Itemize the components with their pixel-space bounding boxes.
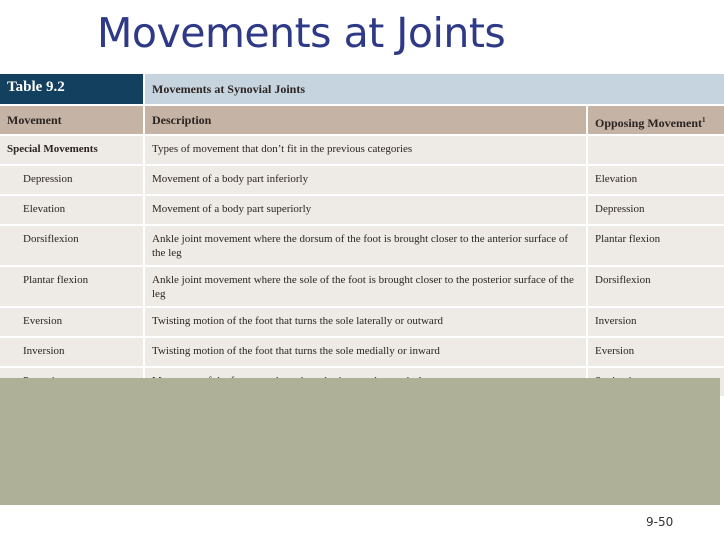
table-number: Table 9.2 bbox=[0, 74, 143, 104]
group-opposing bbox=[588, 136, 724, 164]
row-movement: Inversion bbox=[0, 338, 143, 366]
row-opposing: Eversion bbox=[588, 338, 724, 366]
slide-number: 9-50 bbox=[646, 515, 674, 529]
row-opposing: Plantar flexion bbox=[588, 226, 724, 265]
movements-table bbox=[0, 74, 720, 378]
row-movement: Dorsiflexion bbox=[0, 226, 143, 265]
row-description: Ankle joint movement where the sole of the foot is brought closer to the posterior surface of the leg bbox=[145, 267, 586, 306]
slide-bottom-band bbox=[0, 378, 720, 505]
row-opposing: Dorsiflexion bbox=[588, 267, 724, 306]
row-movement: Elevation bbox=[0, 196, 143, 224]
slide-title: Movements at Joints bbox=[97, 9, 506, 57]
footnote-marker: 1 bbox=[702, 116, 706, 124]
row-opposing: Depression bbox=[588, 196, 724, 224]
header-description: Description bbox=[145, 106, 586, 134]
table-grid bbox=[0, 74, 720, 396]
row-description: Movement of a body part inferiorly bbox=[145, 166, 586, 194]
row-movement: Plantar flexion bbox=[0, 267, 143, 306]
row-description: Twisting motion of the foot that turns the sole laterally or outward bbox=[145, 308, 586, 336]
group-description: Types of movement that don’t fit in the previous categories bbox=[145, 136, 586, 164]
row-description: Twisting motion of the foot that turns the sole medially or inward bbox=[145, 338, 586, 366]
row-description: Movement of a body part superiorly bbox=[145, 196, 586, 224]
row-movement: Depression bbox=[0, 166, 143, 194]
row-opposing: Elevation bbox=[588, 166, 724, 194]
table-caption: Movements at Synovial Joints bbox=[145, 74, 724, 104]
header-opposing-movement bbox=[588, 106, 724, 134]
header-opposing-label: Opposing Movement bbox=[595, 116, 703, 130]
row-movement: Eversion bbox=[0, 308, 143, 336]
header-movement: Movement bbox=[0, 106, 143, 134]
row-description: Ankle joint movement where the dorsum of the foot is brought closer to the anterior surface of the leg bbox=[145, 226, 586, 265]
group-label: Special Movements bbox=[0, 136, 143, 164]
row-opposing: Inversion bbox=[588, 308, 724, 336]
